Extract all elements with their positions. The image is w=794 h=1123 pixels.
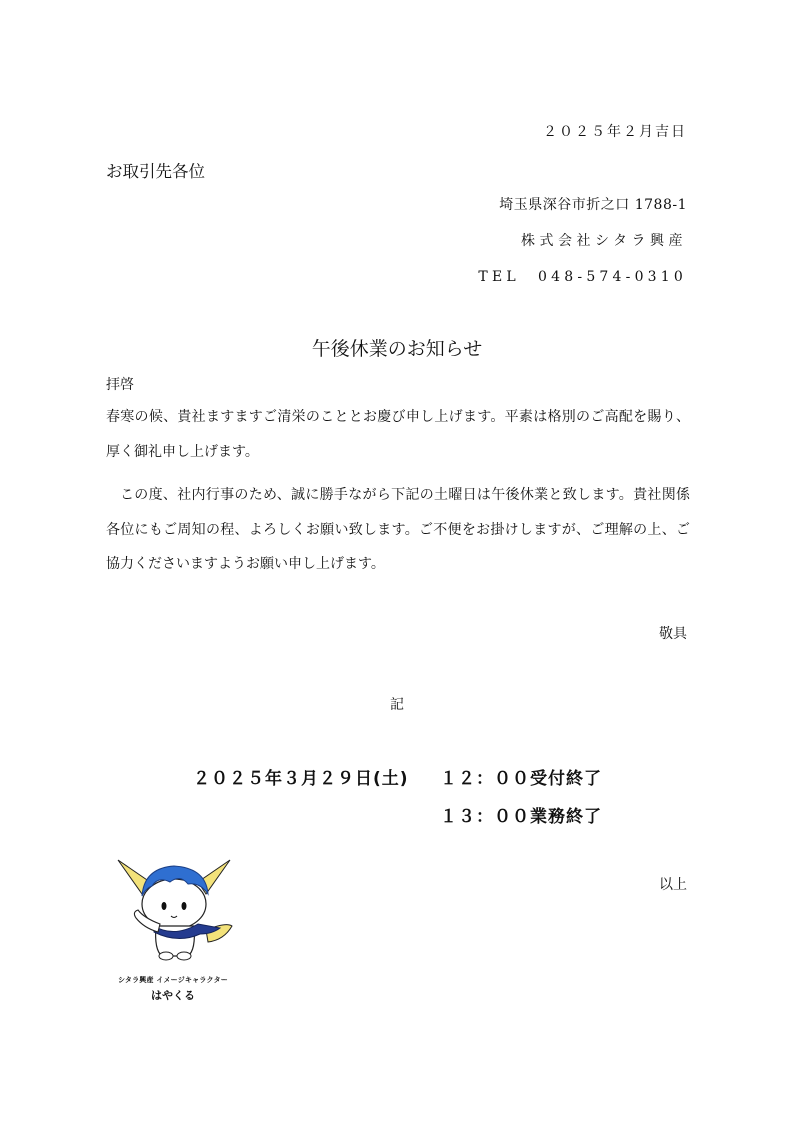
opening-greeting: 拝啓 xyxy=(106,377,134,393)
schedule-date: ２０２５年３月２９日(土) xyxy=(193,769,409,789)
body-paragraph-1: 春寒の候、貴社ますますご清栄のこととお慶び申し上げます。平素は格別のご高配を賜り、厚く御礼申し上げます。 xyxy=(106,409,690,460)
mascot-illustration xyxy=(108,852,238,962)
page-title: 午後休業のお知らせ xyxy=(311,338,483,360)
mascot-caption: シタラ興産 イメージキャラクター xyxy=(117,976,228,984)
schedule-time-2: １３：００業務終了 xyxy=(440,807,602,827)
mascot-name: はやくる xyxy=(151,989,195,1002)
sender-company: 株式会社シタラ興産 xyxy=(521,233,687,249)
body-paragraph-2: この度、社内行事のため、誠に勝手ながら下記の土曜日は午後休業と致します。貴社関係各位にもご周知の程、よろしくお願い致します。ご不便をお掛けしますが、ご理解の上、ご協力くださいますようお願い申し上げます。 xyxy=(106,487,690,572)
mascot-right-ear xyxy=(198,860,230,894)
schedule-time-1: １２：００受付終了 xyxy=(440,769,602,789)
closing-word: 敬具 xyxy=(659,626,687,642)
ijou-end-mark: 以上 xyxy=(659,877,687,893)
ki-heading: 記 xyxy=(390,697,404,713)
sender-tel: TEL 048-574-0310 xyxy=(478,269,687,285)
mascot-left-eye xyxy=(162,902,167,910)
sender-address: 埼玉県深谷市折之口 1788-1 xyxy=(499,197,687,213)
recipient: お取引先各位 xyxy=(106,162,205,181)
mascot-right-foot xyxy=(177,952,191,960)
mascot-right-eye xyxy=(182,902,187,910)
mascot-left-foot xyxy=(159,952,173,960)
letter-date: ２０２５年２月吉日 xyxy=(543,124,687,140)
